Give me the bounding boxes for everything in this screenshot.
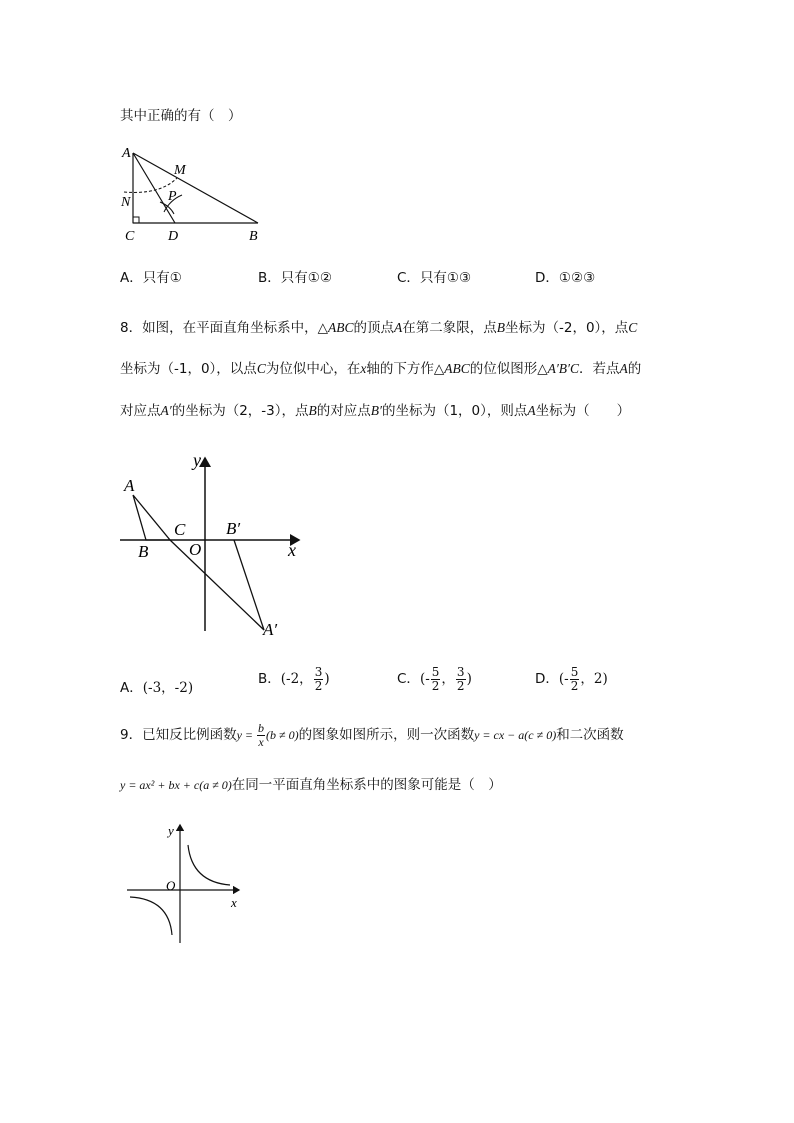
q8-option-a[interactable]: A．(-3，-2) xyxy=(120,680,194,696)
q9-line-1: 9．已知反比例函数y = $\frac{b}{x}$ (b ≠ 0)的图象如图所示，则一次函数y = cx − a(c ≠ 0)和二次函数 xyxy=(120,721,624,749)
q7-option-d[interactable]: D．①②③ xyxy=(535,270,596,286)
label-x: x xyxy=(288,540,296,560)
hyperbola-branch-q3 xyxy=(130,897,172,935)
label-a: A xyxy=(122,146,131,161)
label-a-prime: A′ xyxy=(263,620,278,639)
q7-option-a[interactable]: A．只有① xyxy=(120,270,182,286)
q8-line-2: 坐标为（-1，0），以点C为位似中心，在x轴的下方作△ABC的位似图形△A′B′C．若点A的 xyxy=(120,361,642,377)
q7-triangle-figure xyxy=(110,140,280,245)
label-p: P xyxy=(168,189,177,204)
label-o: O xyxy=(166,878,176,893)
q8-option-d[interactable]: D．(- $\frac{5}{2}$ ，2) xyxy=(535,665,608,693)
q8-line-3: 对应点A′的坐标为（2，-3），点B的对应点B′的坐标为（1，0），则点A坐标为（ ） xyxy=(120,403,631,419)
q7-option-b[interactable]: B．只有①② xyxy=(258,270,332,286)
q8-option-c[interactable]: C．(- $\frac{5}{2}$ ， $\frac{3}{2}$ ) xyxy=(397,665,472,693)
triangle-apbpc xyxy=(170,540,264,630)
q8-coordinate-figure xyxy=(115,448,315,648)
label-b: B xyxy=(138,542,149,561)
triangle-abc xyxy=(133,495,170,540)
segment-ad xyxy=(133,153,175,223)
label-m: M xyxy=(174,163,186,178)
label-b: B xyxy=(249,229,258,244)
right-angle-mark xyxy=(133,217,139,223)
label-a: A xyxy=(124,476,135,495)
side-ab xyxy=(133,153,258,223)
q9-line-2: y = ax² + bx + c(a ≠ 0)在同一平面直角坐标系中的图象可能是（ ） xyxy=(120,777,502,793)
label-y: y xyxy=(193,450,201,470)
q7-option-c[interactable]: C．只有①③ xyxy=(397,270,472,286)
hyperbola-branch-q1 xyxy=(188,845,230,885)
label-n: N xyxy=(121,195,131,210)
q8-line-1: 8．如图，在平面直角坐标系中，△ABC的顶点A在第二象限，点B坐标为（-2，0），点C xyxy=(120,320,638,336)
label-d: D xyxy=(168,229,179,244)
q8-option-b[interactable]: B．(-2， $\frac{3}{2}$ ) xyxy=(258,665,330,693)
label-b-prime: B′ xyxy=(226,519,241,538)
q9-hyperbola-figure xyxy=(122,820,252,950)
label-x: x xyxy=(231,895,237,910)
label-y: y xyxy=(168,823,174,838)
q7-stem-tail: 其中正确的有（ ） xyxy=(120,108,242,124)
label-c: C xyxy=(174,520,186,539)
label-o: O xyxy=(189,540,202,559)
label-c: C xyxy=(125,229,135,244)
